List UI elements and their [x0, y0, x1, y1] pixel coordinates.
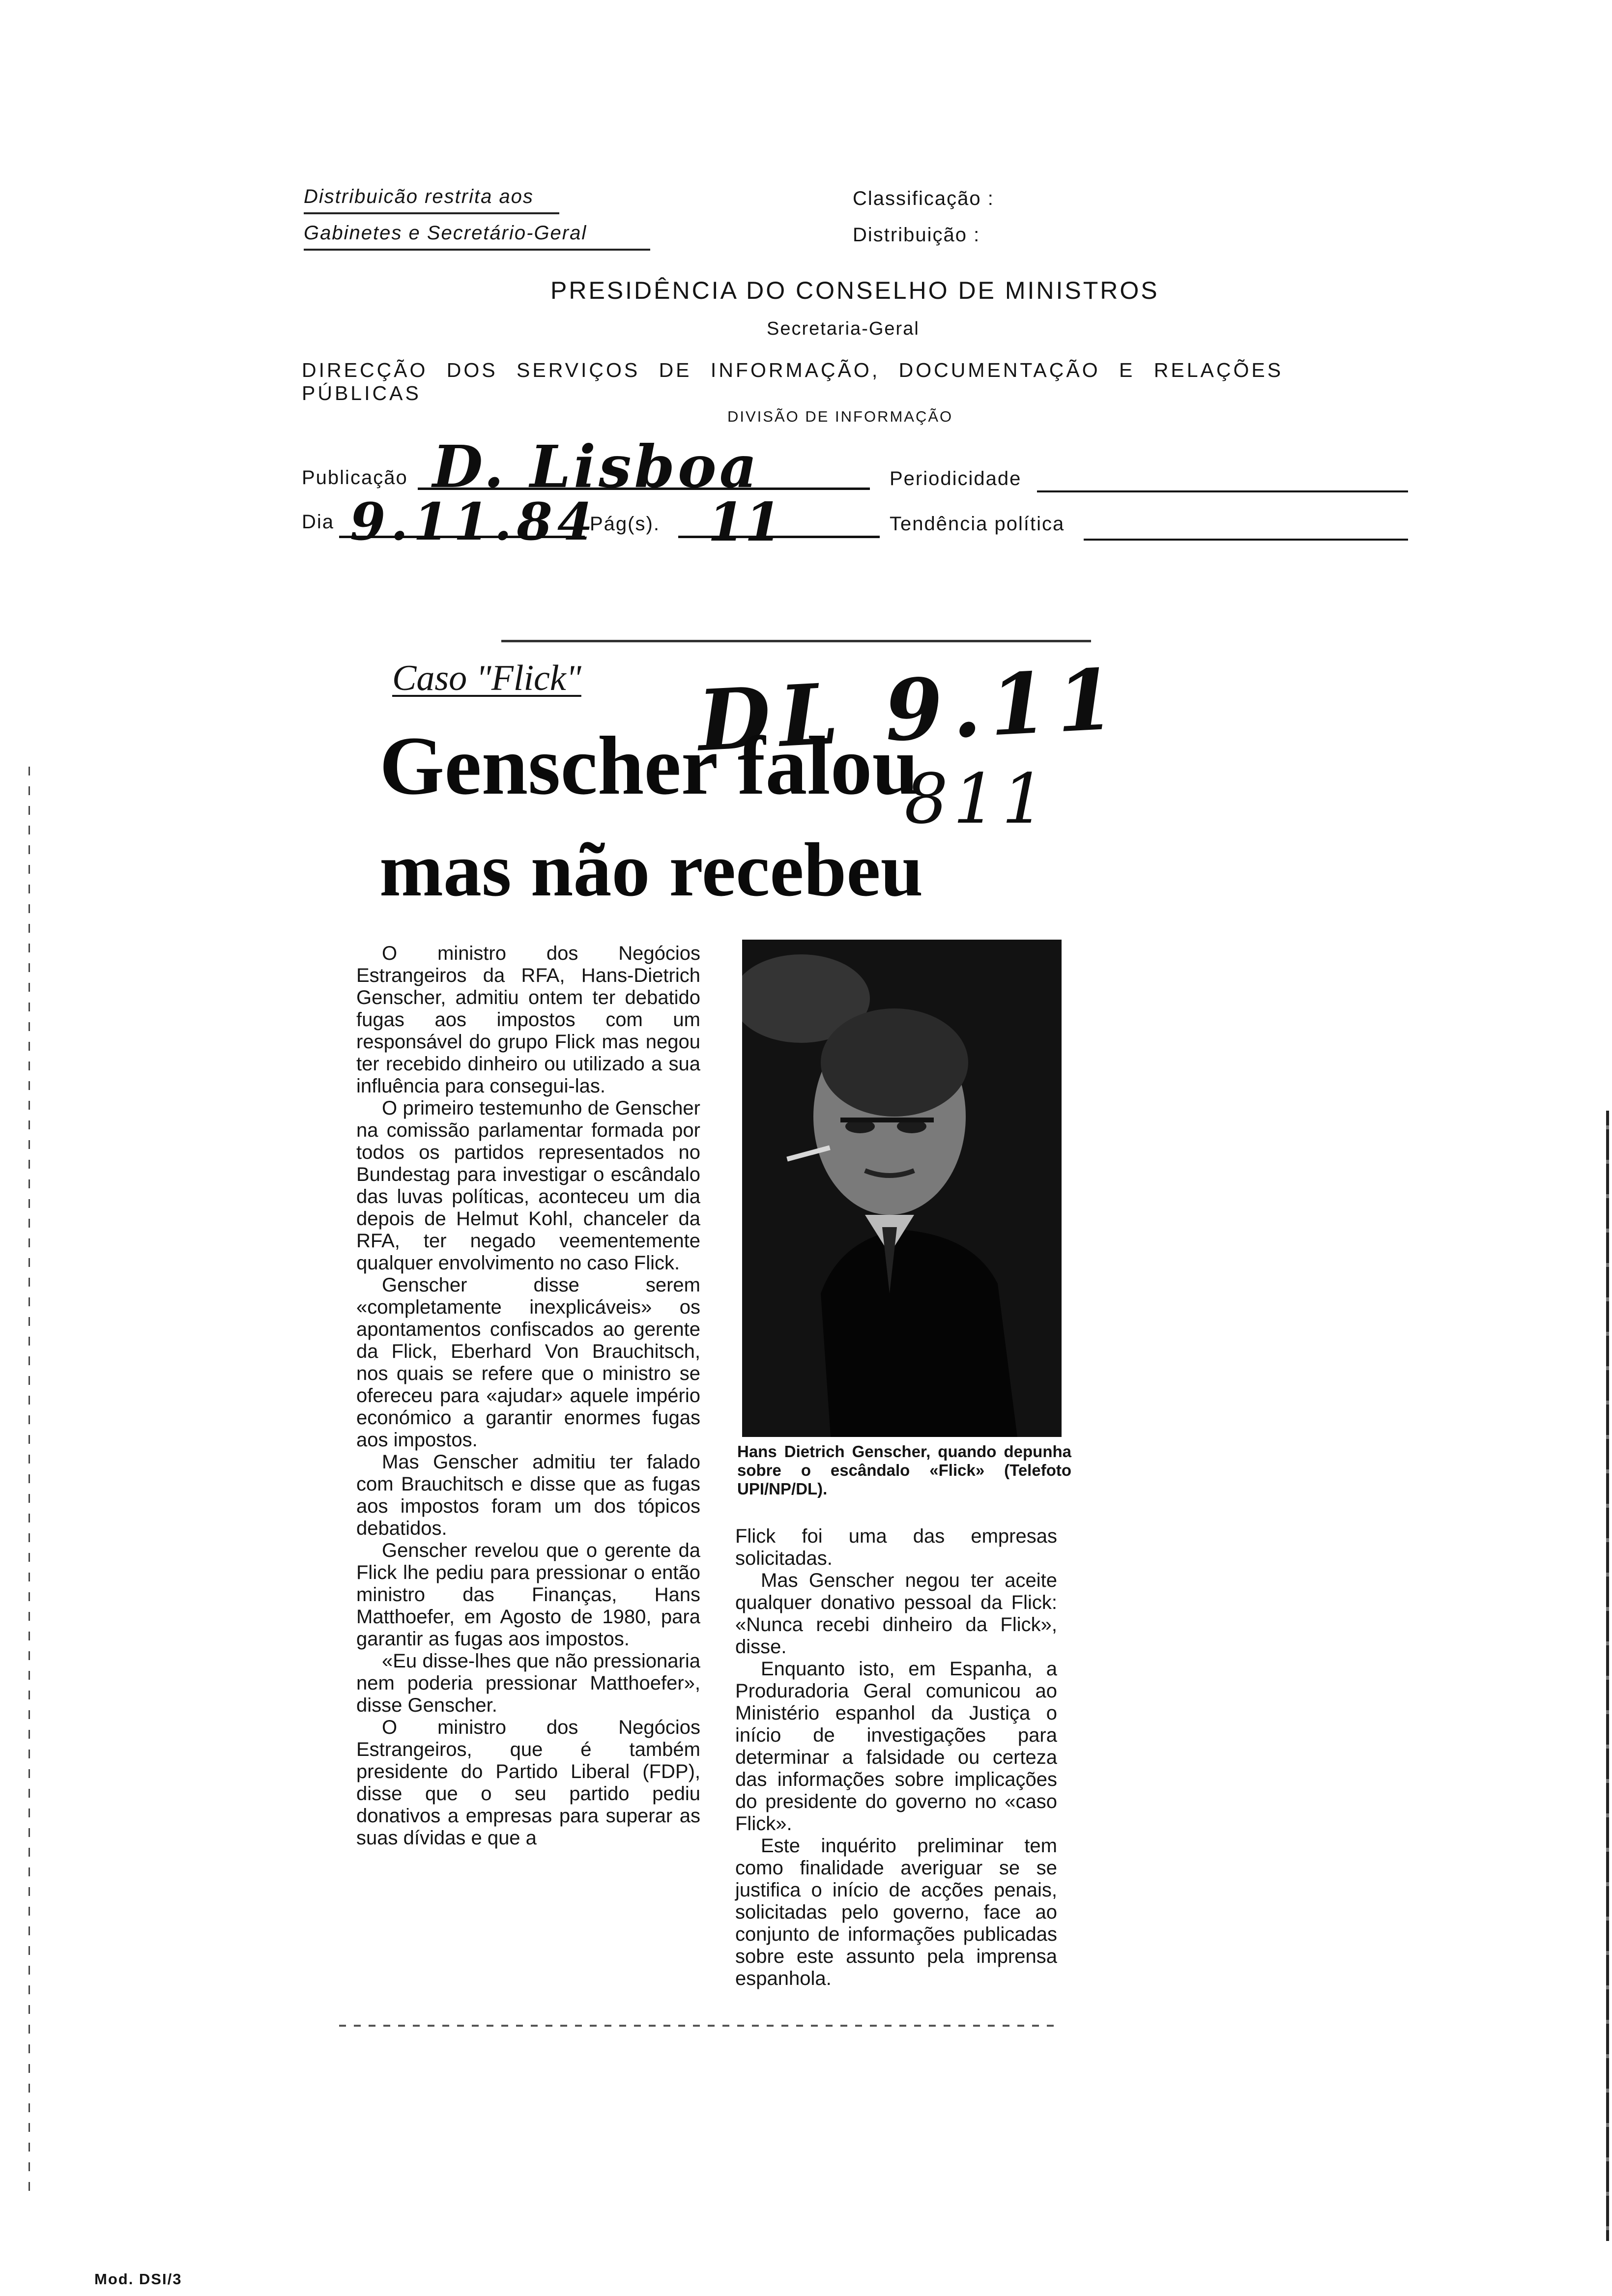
- periodicity-line: [1037, 490, 1408, 492]
- clipping-top-rule: [501, 640, 1091, 642]
- day-value: 9.11.84: [350, 491, 598, 552]
- col1-paragraph-4: Mas Genscher admitiu ter falado com Brauchitsch e disse que as fugas aos impostos foram um dos tópicos debatidos.: [356, 1451, 700, 1539]
- col2-paragraph-2: Mas Genscher negou ter aceite qualquer donativo pessoal da Flick: «Nunca recebi dinheiro da Flick», disse.: [735, 1570, 1057, 1658]
- clipping-bottom-rule: [339, 2025, 1062, 2027]
- political-line: [1084, 539, 1408, 541]
- scan-edge-left: [29, 767, 30, 2192]
- col1-paragraph-2: O primeiro testemunho de Genscher na comissão parlamentar formada por todos os partidos representados no Bundestag para investigar o escândalo das luvas políticas, aconteceu um dia depois de Helmut Kohl, chanceler da RFA, ter negado veementemente qualquer envolvimento no caso Flick.: [356, 1097, 700, 1274]
- genscher-photo: [742, 940, 1062, 1437]
- col1-paragraph-6: «Eu disse-lhes que não pressionaria nem poderia pressionar Matthoefer», disse Genscher.: [356, 1650, 700, 1716]
- classification-label: Classificação :: [853, 188, 994, 209]
- headline-line-1: Genscher falou: [379, 719, 919, 812]
- col1-paragraph-1: O ministro dos Negócios Estrangeiros da RFA, Hans-Dietrich Genscher, admitiu ontem ter debatido fugas aos impostos com um responsável do grupo Flick mas negou ter recebido dinheiro ou utilizado a sua influência para consegui-las.: [356, 943, 700, 1097]
- scan-edge-right: [1606, 1111, 1609, 2241]
- photo-caption: Hans Dietrich Genscher, quando depunha sobre o escândalo «Flick» (Telefoto UPI/NP/DL).: [737, 1442, 1071, 1498]
- pages-label: Pág(s).: [590, 513, 660, 535]
- pages-value: 11: [708, 491, 782, 553]
- model-code: Mod. DSI/3: [94, 2270, 182, 2288]
- col2-paragraph-3: Enquanto isto, em Espanha, a Produradoria Geral comunicou ao Ministério espanhol da Justiça o início de investigações para determinar a falsidade ou certeza das informações sobre implicações do presidente do governo no «caso Flick».: [735, 1658, 1057, 1835]
- day-label: Dia: [302, 511, 335, 533]
- col2-paragraph-1: Flick foi uma das empresas solicitadas.: [735, 1525, 1057, 1569]
- distribution-label: Distribuição :: [853, 224, 980, 246]
- directorate: DIRECÇÃO DOS SERVIÇOS DE INFORMAÇÃO, DOCUMENTAÇÃO E RELAÇÕES PÚBLICAS: [302, 359, 1284, 404]
- article-column-1: [356, 943, 700, 1849]
- division: DIVISÃO DE INFORMAÇÃO: [727, 408, 953, 425]
- distribution-line-2-rule: [304, 249, 650, 251]
- col2-paragraph-4: Este inquérito preliminar tem como finalidade averiguar se se justifica o início de acções penais, solicitadas pelo governo, face ao conjunto de informações publicadas sobre este assunto pela imprensa espanhola.: [735, 1835, 1057, 1989]
- portrait-silhouette: [742, 940, 1062, 1437]
- publication-label: Publicação: [302, 467, 408, 488]
- handwritten-annotation: DL 9.11: [695, 650, 1126, 771]
- col1-paragraph-3: Genscher disse serem «completamente inexplicáveis» os apontamentos confiscados ao gerente da Flick, Eberhard Von Brauchitsch, nos quais se refere que o ministro se ofereceu para «ajudar» aquele império económico a garantir enormes fugas aos impostos.: [356, 1274, 700, 1451]
- secretariat: Secretaria-Geral: [767, 318, 920, 339]
- article-column-2: [735, 1525, 1057, 1990]
- distribution-line-2: Gabinetes e Secretário-Geral: [304, 222, 587, 244]
- distribution-line-1: Distribuicão restrita aos: [304, 186, 534, 207]
- political-label: Tendência política: [890, 513, 1065, 535]
- distribution-line-1-rule: [304, 212, 559, 214]
- col1-paragraph-5: Genscher revelou que o gerente da Flick lhe pediu para pressionar o então ministro das Finanças, Hans Matthoefer, em Agosto de 1980, para garantir as fugas aos impostos.: [356, 1540, 700, 1650]
- org-title: PRESIDÊNCIA DO CONSELHO DE MINISTROS: [550, 277, 1159, 304]
- article-kicker: Caso "Flick": [392, 658, 581, 698]
- handwritten-annotation-side: 811: [904, 759, 1051, 839]
- periodicity-label: Periodicidade: [890, 468, 1022, 489]
- col1-paragraph-7: O ministro dos Negócios Estrangeiros, que é também presidente do Partido Liberal (FDP), disse que o seu partido pediu donativos a empresas para superar as suas dívidas e que a: [356, 1717, 700, 1849]
- publication-value: D. Lisboa: [432, 432, 760, 501]
- headline-line-2: mas não recebeu: [379, 827, 923, 912]
